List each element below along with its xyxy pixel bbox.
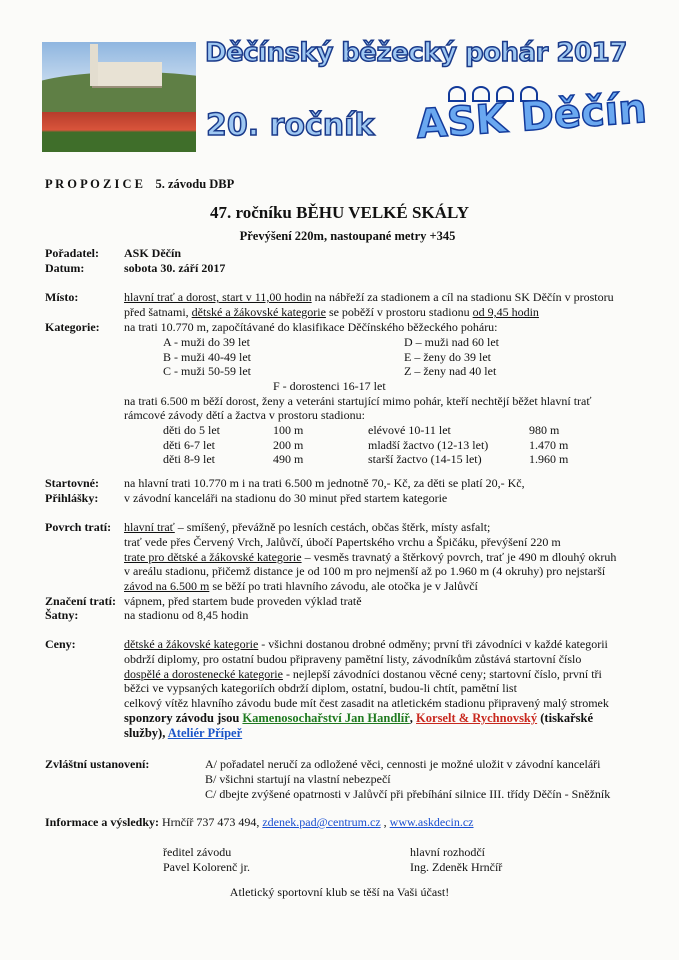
sponsors-line-2 — [124, 726, 242, 741]
startovne-value: na hlavní trati 10.770 m i na trati 6.500 m jednotně 70,- Kč, za děti se platí 20,- Kč, — [124, 476, 525, 490]
misto-l1-rest: na nábřeží za stadionem a cíl na stadionu SK Děčín v prostoru — [311, 290, 614, 304]
email-link[interactable]: zdenek.pad@centrum.cz — [262, 815, 381, 829]
sponsor-korselt[interactable]: Korselt & Rychnovský — [416, 711, 538, 725]
ceny-adults: dospělé a dorostenecké kategorie — [124, 667, 283, 681]
informace-line — [45, 815, 474, 830]
referee-role: hlavní rozhodčí — [410, 845, 485, 859]
kids-cat: děti 6-7 let — [163, 438, 215, 452]
misto-l2-b: se poběží v prostoru stadionu — [325, 305, 473, 319]
propozice-line — [45, 177, 234, 192]
referee-name: Ing. Zdeněk Hrnčíř — [410, 860, 503, 874]
misto-line-2 — [124, 305, 539, 320]
zvlastni-label: Zvláštní ustanovení: — [45, 757, 150, 771]
misto-kids: dětské a žákovské kategorie — [191, 305, 326, 319]
ceny-line-3 — [124, 667, 602, 682]
kids-dist2: 980 m — [529, 423, 560, 437]
povrch-main: hlavní trať — [124, 520, 175, 534]
datum-value: sobota 30. září 2017 — [124, 261, 226, 275]
kategorie-right-1: E – ženy do 39 let — [404, 350, 491, 364]
povrch-line-4: v areálu stadionu, přičemž distance je od 100 m pro nejmenší až po 1.960 m (4 okruhy) pro nejstarší — [124, 564, 606, 578]
race-subtitle: Převýšení 220m, nastoupané metry +345 — [239, 229, 456, 243]
povrch-6500: závod na 6.500 m — [124, 579, 210, 593]
header-photo — [42, 42, 196, 152]
povrch-line-2: trať vede přes Červený Vrch, Jalůvčí, úbočí Papertského vrchu a Špičáku, převýšení 220 m — [124, 535, 561, 549]
kategorie-right-0: D – muži nad 60 let — [404, 335, 499, 349]
misto-label: Místo: — [45, 290, 79, 304]
race-title: 47. ročníku BĚHU VELKÉ SKÁLY — [209, 203, 470, 222]
kids-dist: 200 m — [273, 438, 304, 452]
informace-label: Informace a výsledky: — [45, 815, 159, 829]
kategorie-intro: na trati 10.770 m, započítávané do klasifikace Děčínského běžeckého poháru: — [124, 320, 498, 334]
znaceni-label: Značení tratí: — [45, 594, 116, 608]
zvlastni-item-b: B/ všichni startují na vlastní nebezpečí — [205, 772, 391, 786]
povrch-l1-rest: – smíšený, převážně po lesních cestách, občas štěrk, místy asfalt; — [174, 520, 491, 534]
kids-cat2: starší žactvo (14-15 let) — [368, 452, 482, 466]
event-series-title: Děčínský běžecký pohár 2017 — [205, 38, 627, 68]
kategorie-left-0: A - muži do 39 let — [163, 335, 250, 349]
sponsors-line — [124, 711, 593, 726]
sponsors-lead: sponzory závodu jsou — [124, 711, 243, 725]
kategorie-short-2: rámcové závody dětí a žactva v prostoru stadionu: — [124, 408, 365, 422]
povrch-kids: trate pro dětské a žákovské kategorie — [124, 550, 302, 564]
povrch-label: Povrch tratí: — [45, 520, 112, 534]
kategorie-left-1: B - muži 40-49 let — [163, 350, 251, 364]
misto-l2-a: před šatnami, — [124, 305, 192, 319]
logo-text: ASK Děčín — [414, 86, 649, 148]
misto-kids-time: od 9,45 hodin — [472, 305, 539, 319]
director-name: Pavel Kolorenč jr. — [163, 860, 250, 874]
propozice-text: 5. závodu DBP — [155, 177, 235, 191]
closing-line: Atletický sportovní klub se těší na Vaši účast! — [229, 885, 450, 899]
povrch-l5-rest: se běží po trati hlavního závodu, ale otočka je v Jalůvčí — [209, 579, 478, 593]
prihlasky-label: Přihlášky: — [45, 491, 99, 505]
zvlastni-item-c: C/ dbejte zvýšené opatrnosti v Jalůvčí při přebíhání silnice III. třídy Děčín - Sněžník — [205, 787, 611, 801]
kategorie-f: F - dorostenci 16-17 let — [273, 379, 386, 393]
sponsors-sep: , — [409, 711, 417, 725]
misto-line-1 — [124, 290, 614, 305]
ceny-kids: dětské a žákovské kategorie — [124, 637, 259, 651]
satny-value: na stadionu od 8,45 hodin — [124, 608, 249, 622]
kids-dist2: 1.960 m — [529, 452, 569, 466]
informace-contact: Hrnčíř 737 473 494, — [162, 815, 263, 829]
sponsor-handlir[interactable]: Kamenosochařství Jan Handlíř — [242, 711, 410, 725]
kategorie-label: Kategorie: — [45, 320, 100, 334]
datum-label: Datum: — [45, 261, 85, 275]
misto-main-start: hlavní trať a dorost, start v 11,00 hodin — [124, 290, 312, 304]
ceny-l1-rest: - všichni dostanou drobné odměny; první tři závodníci v každé kategorii — [258, 637, 608, 651]
director-role: ředitel závodu — [163, 845, 232, 859]
kids-cat2: elévové 10-11 let — [368, 423, 451, 437]
kids-dist2: 1.470 m — [529, 438, 569, 452]
ceny-line-5: celkový vítěz hlavního závodu bude mít čest zasadit na atletickém stadionu připravený malý stromek — [124, 696, 609, 710]
edition-title: 20. ročník — [206, 108, 375, 143]
poradatel-value: ASK Děčín — [124, 246, 181, 260]
ceny-l3-rest: - nejlepší závodníci dostanou věcné ceny; startovní číslo, první tři — [282, 667, 602, 681]
ceny-line-1 — [124, 637, 608, 652]
povrch-l3-rest: – vesměs travnatý a štěrkový povrch, trať je 490 m dlouhý okruh — [301, 550, 617, 564]
kids-dist: 490 m — [273, 452, 304, 466]
povrch-line-5 — [124, 579, 478, 594]
povrch-line-1 — [124, 520, 490, 535]
povrch-line-3 — [124, 550, 616, 565]
sponsor-atelier[interactable]: Ateliér Přípeř — [167, 726, 243, 740]
sponsor2-after: (tiskařské — [537, 711, 594, 725]
ceny-line-4: běžci ve vypsaných kategoriích obdrží diplom, ostatní, budou-li chtít, pamětní list — [124, 681, 517, 695]
kategorie-right-2: Z – ženy nad 40 let — [404, 364, 497, 378]
kids-cat: děti 8-9 let — [163, 452, 215, 466]
kategorie-short-1: na trati 6.500 m běží dorost, ženy a veteráni startující mimo pohár, kteří nechtějí běžet hlavní trať — [124, 394, 592, 408]
club-logo — [408, 82, 649, 156]
kids-cat: děti do 5 let — [163, 423, 220, 437]
propozice-label: P R O P O Z I C E — [45, 177, 143, 191]
ceny-line-2: obdrží diplomy, pro ostatní budou připraveny pamětní listy, závodníkům zůstává startovní číslo — [124, 652, 582, 666]
startovne-label: Startovné: — [45, 476, 99, 490]
web-link[interactable]: www.askdecin.cz — [389, 815, 474, 829]
kids-dist: 100 m — [273, 423, 304, 437]
kids-cat2: mladší žactvo (12-13 let) — [368, 438, 489, 452]
kategorie-left-2: C - muži 50-59 let — [163, 364, 251, 378]
satny-label: Šatny: — [45, 608, 79, 622]
sponsor2-cont: služby), — [124, 726, 168, 740]
poradatel-label: Pořadatel: — [45, 246, 99, 260]
informace-sep: , — [380, 815, 390, 829]
zvlastni-item-a: A/ pořadatel neručí za odložené věci, cennosti je možné uložit v závodní kanceláři — [205, 757, 601, 771]
prihlasky-value: v závodní kanceláři na stadionu do 30 minut před startem kategorie — [124, 491, 448, 505]
ceny-label: Ceny: — [45, 637, 76, 651]
znaceni-value: vápnem, před startem bude proveden výklad tratě — [124, 594, 362, 608]
